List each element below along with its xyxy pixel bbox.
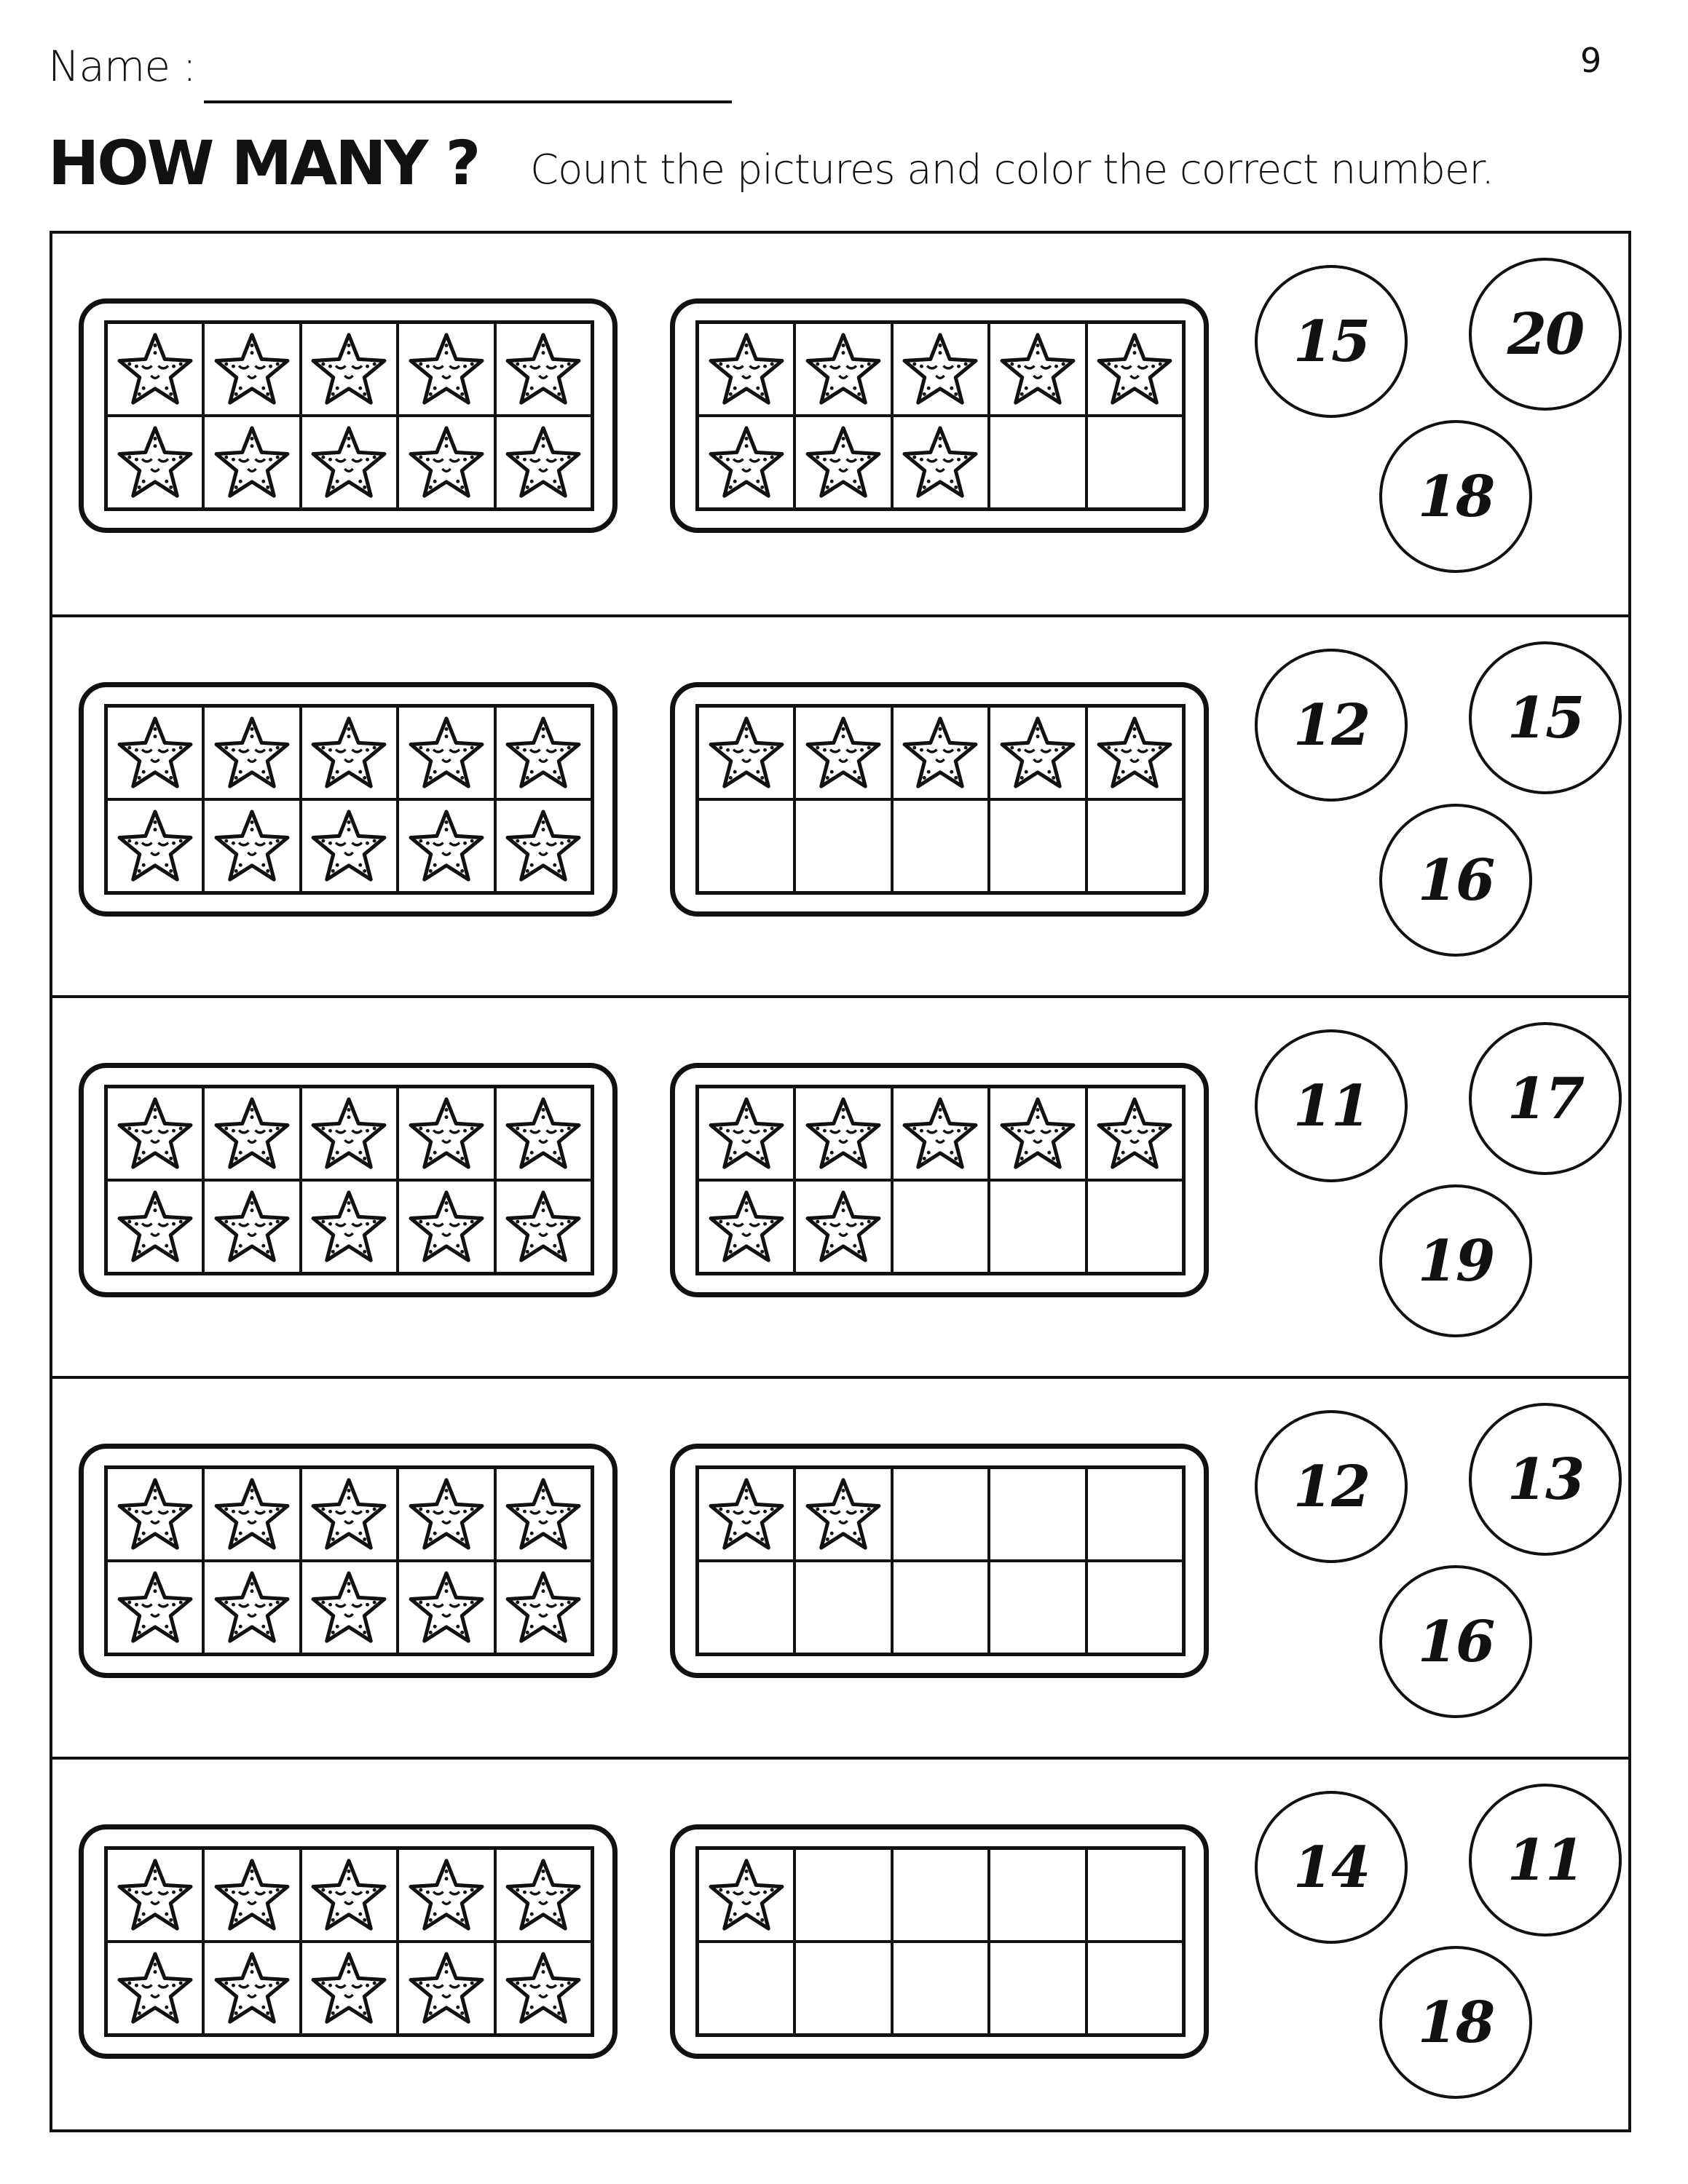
starfish-icon bbox=[114, 805, 196, 887]
starfish-icon bbox=[706, 1854, 787, 1936]
question-row bbox=[52, 1376, 1628, 1757]
ten-frame-cell-filled bbox=[106, 1942, 203, 2035]
ten-frame-cell-filled bbox=[106, 416, 203, 509]
starfish-icon bbox=[406, 1473, 487, 1555]
starfish-icon bbox=[406, 712, 487, 794]
ten-frame-cell-filled bbox=[1086, 1087, 1183, 1180]
name-label: Name : bbox=[48, 41, 197, 91]
ten-frame-grid bbox=[104, 1085, 594, 1275]
ten-frame-cell-empty bbox=[892, 799, 989, 893]
ten-frame-grid bbox=[695, 1465, 1186, 1656]
ten-frame-cell-empty bbox=[892, 1561, 989, 1654]
ten-frame-cell-empty bbox=[794, 1848, 891, 1942]
ten-frame-left bbox=[79, 1444, 618, 1678]
ten-frame-cell-filled bbox=[495, 416, 592, 509]
ten-frame-cell-filled bbox=[301, 1848, 398, 1942]
ten-frame-cell-empty bbox=[892, 1468, 989, 1561]
ten-frame-cell-empty bbox=[892, 1848, 989, 1942]
starfish-icon bbox=[211, 1186, 293, 1267]
ten-frame-cell-filled bbox=[398, 1561, 494, 1654]
starfish-icon bbox=[114, 1854, 196, 1936]
starfish-icon bbox=[211, 328, 293, 410]
question-row bbox=[52, 234, 1628, 614]
page-number: 9 bbox=[1580, 41, 1602, 80]
starfish-icon bbox=[211, 1947, 293, 2029]
ten-frame-grid bbox=[104, 320, 594, 511]
starfish-icon bbox=[1094, 328, 1175, 410]
answer-choice-circle[interactable]: 12 bbox=[1255, 1410, 1408, 1563]
starfish-icon bbox=[706, 1186, 787, 1267]
starfish-icon bbox=[211, 422, 293, 503]
ten-frame-cell-filled bbox=[301, 416, 398, 509]
ten-frame-cell-filled bbox=[398, 1180, 494, 1273]
question-row bbox=[52, 1757, 1628, 2137]
starfish-icon bbox=[308, 805, 390, 887]
ten-frame-cell-filled bbox=[698, 1180, 794, 1273]
ten-frame-cell-filled bbox=[106, 799, 203, 893]
ten-frame-cell-filled bbox=[301, 799, 398, 893]
ten-frame-cell-empty bbox=[794, 1561, 891, 1654]
starfish-icon bbox=[502, 712, 584, 794]
starfish-icon bbox=[502, 1567, 584, 1648]
ten-frame-cell-filled bbox=[203, 1468, 300, 1561]
question-row bbox=[52, 614, 1628, 995]
starfish-icon bbox=[997, 1093, 1078, 1174]
ten-frame-cell-filled bbox=[892, 1087, 989, 1180]
ten-frame-cell-filled bbox=[495, 799, 592, 893]
ten-frame-grid bbox=[104, 1465, 594, 1656]
ten-frame-cell-filled bbox=[203, 1180, 300, 1273]
ten-frame-cell-filled bbox=[106, 1468, 203, 1561]
ten-frame-cell-empty bbox=[1086, 799, 1183, 893]
starfish-icon bbox=[406, 1947, 487, 2029]
ten-frame-cell-filled bbox=[892, 323, 989, 416]
starfish-icon bbox=[114, 1947, 196, 2029]
starfish-icon bbox=[802, 1186, 884, 1267]
ten-frame-cell-filled bbox=[301, 323, 398, 416]
starfish-icon bbox=[308, 1473, 390, 1555]
ten-frame-cell-filled bbox=[398, 1468, 494, 1561]
ten-frame-cell-filled bbox=[794, 1087, 891, 1180]
starfish-icon bbox=[114, 1186, 196, 1267]
starfish-icon bbox=[308, 712, 390, 794]
starfish-icon bbox=[114, 328, 196, 410]
starfish-icon bbox=[114, 1093, 196, 1174]
ten-frame-cell-filled bbox=[989, 323, 1086, 416]
ten-frame-left bbox=[79, 1063, 618, 1297]
ten-frame-cell-filled bbox=[698, 1848, 794, 1942]
answer-choice-circle[interactable]: 20 bbox=[1469, 258, 1622, 411]
ten-frame-cell-filled bbox=[203, 706, 300, 799]
ten-frame-cell-filled bbox=[398, 416, 494, 509]
starfish-icon bbox=[1094, 1093, 1175, 1174]
ten-frame-cell-filled bbox=[698, 1468, 794, 1561]
ten-frame-cell-filled bbox=[203, 1848, 300, 1942]
ten-frame-cell-filled bbox=[203, 799, 300, 893]
ten-frame-cell-filled bbox=[794, 1180, 891, 1273]
ten-frame-cell-filled bbox=[1086, 323, 1183, 416]
ten-frame-cell-filled bbox=[203, 1561, 300, 1654]
answer-choice-circle[interactable]: 11 bbox=[1255, 1029, 1408, 1182]
starfish-icon bbox=[502, 422, 584, 503]
ten-frame-cell-filled bbox=[698, 416, 794, 509]
ten-frame-right bbox=[670, 1824, 1209, 2059]
ten-frame-right bbox=[670, 298, 1209, 533]
starfish-icon bbox=[308, 1947, 390, 2029]
ten-frame-cell-empty bbox=[698, 799, 794, 893]
ten-frame-cell-filled bbox=[398, 1942, 494, 2035]
ten-frame-cell-empty bbox=[989, 1468, 1086, 1561]
ten-frame-cell-empty bbox=[1086, 1942, 1183, 2035]
ten-frame-cell-empty bbox=[698, 1561, 794, 1654]
starfish-icon bbox=[502, 1473, 584, 1555]
ten-frame-cell-filled bbox=[106, 706, 203, 799]
ten-frame-cell-filled bbox=[398, 1848, 494, 1942]
ten-frame-cell-empty bbox=[1086, 1561, 1183, 1654]
ten-frame-cell-filled bbox=[989, 706, 1086, 799]
ten-frame-cell-empty bbox=[989, 416, 1086, 509]
starfish-icon bbox=[406, 1854, 487, 1936]
ten-frame-cell-filled bbox=[794, 416, 891, 509]
ten-frame-cell-filled bbox=[203, 323, 300, 416]
starfish-icon bbox=[899, 712, 981, 794]
ten-frame-cell-filled bbox=[106, 323, 203, 416]
ten-frame-cell-filled bbox=[495, 1087, 592, 1180]
ten-frame-cell-filled bbox=[301, 706, 398, 799]
ten-frame-right bbox=[670, 682, 1209, 917]
starfish-icon bbox=[899, 1093, 981, 1174]
ten-frame-cell-filled bbox=[698, 1087, 794, 1180]
ten-frame-grid bbox=[104, 704, 594, 895]
starfish-icon bbox=[211, 712, 293, 794]
ten-frame-grid bbox=[695, 1085, 1186, 1275]
ten-frame-cell-empty bbox=[989, 1561, 1086, 1654]
starfish-icon bbox=[211, 1567, 293, 1648]
starfish-icon bbox=[1094, 712, 1175, 794]
ten-frame-cell-filled bbox=[203, 1942, 300, 2035]
starfish-icon bbox=[114, 1473, 196, 1555]
starfish-icon bbox=[211, 1093, 293, 1174]
ten-frame-cell-empty bbox=[1086, 416, 1183, 509]
answer-choice-circle[interactable]: 18 bbox=[1379, 1946, 1532, 2099]
starfish-icon bbox=[406, 1186, 487, 1267]
answer-choice-circle[interactable]: 12 bbox=[1255, 649, 1408, 802]
starfish-icon bbox=[502, 1854, 584, 1936]
ten-frame-cell-filled bbox=[301, 1180, 398, 1273]
starfish-icon bbox=[502, 1093, 584, 1174]
ten-frame-cell-filled bbox=[495, 1180, 592, 1273]
ten-frame-cell-empty bbox=[794, 799, 891, 893]
ten-frame-cell-empty bbox=[1086, 1468, 1183, 1561]
starfish-icon bbox=[308, 422, 390, 503]
starfish-icon bbox=[308, 1093, 390, 1174]
answer-choice-circle[interactable]: 19 bbox=[1379, 1184, 1532, 1337]
ten-frame-cell-filled bbox=[495, 1942, 592, 2035]
answer-choice-circle[interactable]: 18 bbox=[1379, 420, 1532, 573]
answer-choice-circle[interactable]: 15 bbox=[1255, 265, 1408, 418]
ten-frame-cell-filled bbox=[398, 799, 494, 893]
ten-frame-cell-filled bbox=[398, 706, 494, 799]
answer-choice-circle[interactable]: 17 bbox=[1469, 1022, 1622, 1175]
starfish-icon bbox=[406, 422, 487, 503]
ten-frame-cell-filled bbox=[106, 1087, 203, 1180]
starfish-icon bbox=[706, 1093, 787, 1174]
starfish-icon bbox=[802, 328, 884, 410]
ten-frame-grid bbox=[104, 1846, 594, 2037]
ten-frame-cell-filled bbox=[989, 1087, 1086, 1180]
starfish-icon bbox=[706, 1473, 787, 1555]
ten-frame-cell-empty bbox=[794, 1942, 891, 2035]
ten-frame-cell-filled bbox=[1086, 706, 1183, 799]
ten-frame-cell-filled bbox=[794, 706, 891, 799]
ten-frame-cell-filled bbox=[698, 323, 794, 416]
ten-frame-grid bbox=[695, 1846, 1186, 2037]
ten-frame-cell-empty bbox=[989, 1848, 1086, 1942]
starfish-icon bbox=[114, 422, 196, 503]
starfish-icon bbox=[211, 1473, 293, 1555]
ten-frame-grid bbox=[695, 704, 1186, 895]
ten-frame-cell-empty bbox=[989, 1942, 1086, 2035]
starfish-icon bbox=[899, 422, 981, 503]
ten-frame-grid bbox=[695, 320, 1186, 511]
ten-frame-cell-filled bbox=[106, 1848, 203, 1942]
starfish-icon bbox=[502, 1947, 584, 2029]
starfish-icon bbox=[406, 328, 487, 410]
ten-frame-cell-filled bbox=[698, 706, 794, 799]
page-title: HOW MANY ? bbox=[48, 127, 479, 199]
ten-frame-cell-filled bbox=[203, 1087, 300, 1180]
ten-frame-cell-filled bbox=[892, 416, 989, 509]
ten-frame-cell-filled bbox=[301, 1942, 398, 2035]
answer-choice-circle[interactable]: 14 bbox=[1255, 1791, 1408, 1944]
ten-frame-cell-empty bbox=[892, 1180, 989, 1273]
answer-choice-circle[interactable]: 11 bbox=[1469, 1784, 1622, 1936]
starfish-icon bbox=[114, 1567, 196, 1648]
ten-frame-left bbox=[79, 1824, 618, 2059]
ten-frame-cell-filled bbox=[495, 1468, 592, 1561]
ten-frame-cell-filled bbox=[495, 1561, 592, 1654]
starfish-icon bbox=[502, 328, 584, 410]
ten-frame-cell-filled bbox=[301, 1087, 398, 1180]
ten-frame-right bbox=[670, 1444, 1209, 1678]
answer-choice-circle[interactable]: 16 bbox=[1379, 804, 1532, 957]
starfish-icon bbox=[406, 1093, 487, 1174]
starfish-icon bbox=[114, 712, 196, 794]
ten-frame-cell-filled bbox=[495, 323, 592, 416]
ten-frame-left bbox=[79, 682, 618, 917]
starfish-icon bbox=[502, 1186, 584, 1267]
ten-frame-cell-filled bbox=[495, 706, 592, 799]
starfish-icon bbox=[502, 805, 584, 887]
starfish-icon bbox=[706, 422, 787, 503]
starfish-icon bbox=[211, 805, 293, 887]
ten-frame-cell-empty bbox=[1086, 1180, 1183, 1273]
ten-frame-cell-filled bbox=[203, 416, 300, 509]
ten-frame-left bbox=[79, 298, 618, 533]
starfish-icon bbox=[308, 1854, 390, 1936]
worksheet-grid bbox=[50, 231, 1631, 2132]
starfish-icon bbox=[706, 712, 787, 794]
answer-choice-circle[interactable]: 16 bbox=[1379, 1565, 1532, 1718]
ten-frame-cell-empty bbox=[989, 799, 1086, 893]
ten-frame-cell-filled bbox=[398, 323, 494, 416]
starfish-icon bbox=[997, 712, 1078, 794]
starfish-icon bbox=[211, 1854, 293, 1936]
question-row bbox=[52, 995, 1628, 1376]
ten-frame-cell-filled bbox=[892, 706, 989, 799]
ten-frame-cell-filled bbox=[301, 1561, 398, 1654]
ten-frame-cell-filled bbox=[106, 1180, 203, 1273]
starfish-icon bbox=[706, 328, 787, 410]
ten-frame-cell-filled bbox=[495, 1848, 592, 1942]
ten-frame-cell-empty bbox=[1086, 1848, 1183, 1942]
ten-frame-cell-filled bbox=[794, 323, 891, 416]
answer-choice-circle[interactable]: 13 bbox=[1469, 1403, 1622, 1556]
instruction-text: Count the pictures and color the correct number. bbox=[530, 146, 1494, 194]
ten-frame-right bbox=[670, 1063, 1209, 1297]
answer-choice-circle[interactable]: 15 bbox=[1469, 641, 1622, 794]
name-line[interactable] bbox=[204, 100, 732, 103]
starfish-icon bbox=[802, 1093, 884, 1174]
starfish-icon bbox=[802, 712, 884, 794]
ten-frame-cell-filled bbox=[106, 1561, 203, 1654]
ten-frame-cell-filled bbox=[398, 1087, 494, 1180]
starfish-icon bbox=[308, 1567, 390, 1648]
ten-frame-cell-filled bbox=[794, 1468, 891, 1561]
starfish-icon bbox=[802, 1473, 884, 1555]
ten-frame-cell-empty bbox=[989, 1180, 1086, 1273]
starfish-icon bbox=[406, 1567, 487, 1648]
starfish-icon bbox=[308, 1186, 390, 1267]
ten-frame-cell-empty bbox=[892, 1942, 989, 2035]
ten-frame-cell-filled bbox=[301, 1468, 398, 1561]
starfish-icon bbox=[308, 328, 390, 410]
ten-frame-cell-empty bbox=[698, 1942, 794, 2035]
starfish-icon bbox=[997, 328, 1078, 410]
starfish-icon bbox=[899, 328, 981, 410]
starfish-icon bbox=[406, 805, 487, 887]
starfish-icon bbox=[802, 422, 884, 503]
